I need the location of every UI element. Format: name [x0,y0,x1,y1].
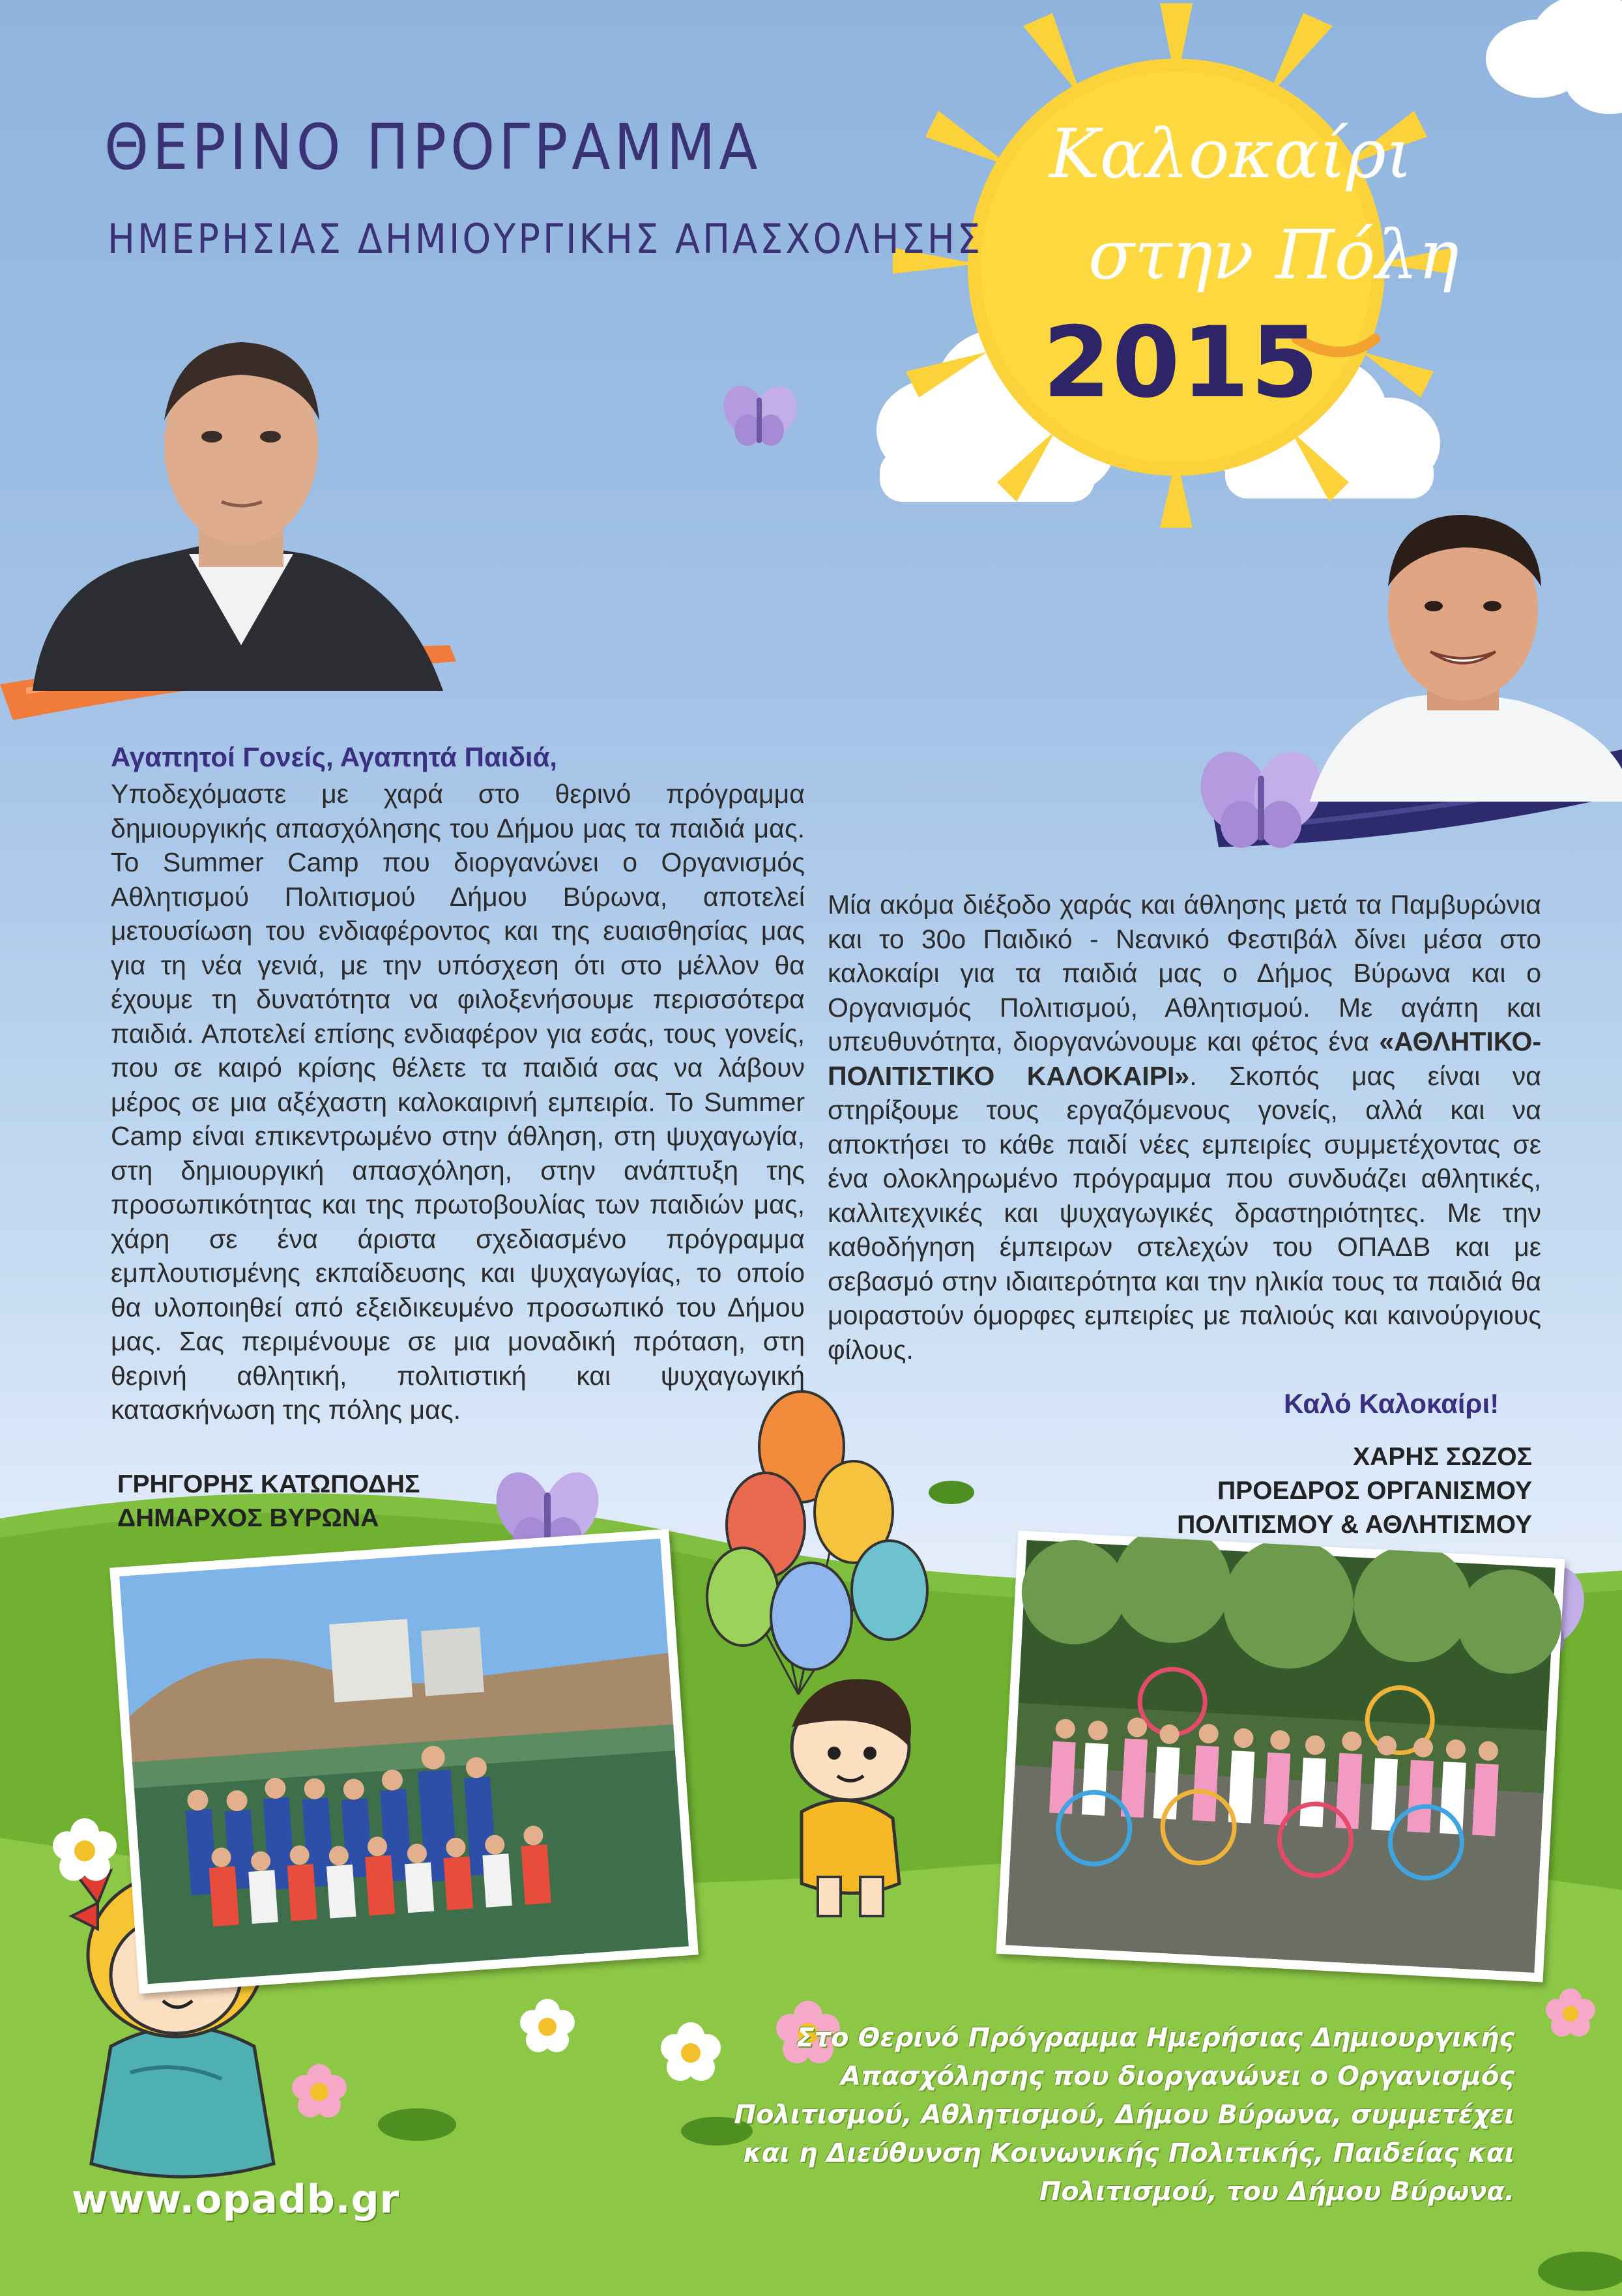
website-link[interactable]: www.opadb.gr [72,2177,400,2222]
butterfly-top [717,380,803,446]
mayor-name: ΓΡΗΓΟΡΗΣ ΚΑΤΩΠΟΔΗΣ [117,1470,420,1498]
page-subtitle: ΗΜΕΡΗΣΙΑΣ ΔΗΜΙΟΥΡΓΙΚΗΣ ΑΠΑΣΧΟΛΗΣΗΣ [108,215,983,263]
page-title: ΘΕΡΙΝΟ ΠΡΟΓΡΑΜΜΑ [104,111,762,184]
greeting: Αγαπητοί Γονείς, Αγαπητά Παιδιά, [111,742,558,772]
president-title-1: ΠΡΟΕΔΡΟΣ ΟΡΓΑΝΙΣΜΟΥ [1217,1477,1532,1505]
president-portrait [1297,495,1622,802]
president-message [828,888,1541,1367]
mayor-portrait [26,306,469,691]
program-name-highlight: «ΑΘΛΗΤΙΚΟ-ΠΟΛΙΤΙΣΤΙΚΟ ΚΑΛΟΚΑΙΡΙ» [828,1026,1541,1091]
president-name: ΧΑΡΗΣ ΣΩΖΟΣ [1353,1443,1532,1471]
president-title-2: ΠΟΛΙΤΙΣΜΟΥ & ΑΘΛΗΤΙΣΜΟΥ [1177,1511,1532,1539]
cloud-top-right [1486,0,1622,114]
summer-camp-photo-right [996,1530,1565,1982]
summer-camp-photo-left [109,1529,699,1994]
president-signature [1177,1440,1532,1542]
badge-line-1: Καλοκαίρι [1049,114,1413,194]
badge-year: 2015 [1043,306,1320,420]
badge-line-2: στην Πόλη [1088,215,1459,295]
footer-note: Στο Θερινό Πρόγραμμα Ημερήσιας Δημιουργικής Απασχόλησης που διοργανώνει ο Οργανισμός Πολιτισμού, Αθλητισμού, Δήμου Βύρωνα, συμμετέχει και η Διεύθυνση Κοινωνικής Πολιτικής, Παιδείας και Πολιτισμού, του Δήμου Βύρωνα. [734,2023,1514,2207]
president-message-part1: Μία ακόμα διέξοδο χαράς και άθλησης μετά τα Παμβυρώνια και το 30ο Παιδικό - Νεανικό Φεστιβάλ δίνει μέσα στο καλοκαίρι για τα παιδιά μας ο Δήμος Βύρωνα και ο Οργανισμός Πολιτισμού, Αθλητισμού. Με αγάπη και υπευθυνότητα, διοργανώνουμε και φέτος ένα [828,890,1541,1056]
closing-greeting: Καλό Καλοκαίρι! [1284,1388,1499,1419]
mayor-message: Υποδεχόμαστε με χαρά στο θερινό πρόγραμμα δημιουργικής απασχόλησης του Δήμου μας τα παιδιά μας. Το Summer Camp που διοργανώνει ο Οργανισμός Αθλητισμού Πολιτισμού Δήμου Βύρωνα, αποτελεί μετουσίωση του ενδιαφέροντος και της ευαισθησίας μας για τη νέα γενιά, με την υπόσχεση ότι στο μέλλον θα έχουμε τη δυνατότητα να φιλοξενήσουμε περισσότερα παιδιά. Αποτελεί επίσης ενδιαφέρον για εσάς, τους γονείς, που σε καιρό κρίσης θέλετε τα παιδιά σας να λάβουν μέρος σε μια αξέχαστη καλοκαιρινή εμπειρία. Το Summer Camp είναι επικεντρωμένο στην άθληση, στη ψυχαγωγία, στη δημιουργική απασχόληση, στην ανάπτυξη της προσωπικότητας και της πρωτοβουλίας των παιδιών μας, χάρη σε ένα άριστα σχεδιασμένο πρόγραμμα εμπλουτισμένης εκπαίδευσης και ψυχαγωγίας, το οποίο θα υλοποιηθεί από εξειδικευμένο προσωπικό του Δήμου μας. Σας περιμένουμε σε μια μοναδική πρόταση, στη θερινή αθλητική, πολιτιστική και ψυχαγωγική κατασκήνωση της πόλης μας. [111,779,805,1425]
mayor-signature [117,1468,420,1535]
group-photo-football-field [109,1529,699,1994]
president-message-part2: . Σκοπός μας είναι να στηρίξουμε τους εργαζόμενους γονείς, αλλά και να αποκτήσει το κάθε παιδί νέες εμπειρίες συμμετέχοντας σε ένα ολοκληρωμένο πρόγραμμα που συνδυάζει αθλητικές, καλλιτεχνικές και ψυχαγωγικές δραστηριότητες. Με την καθοδήγηση έμπειρων στελεχών του ΟΠΑΔΒ και με σεβασμό στην ιδιαιτερότητα και την ηλικία τους τα παιδιά θα μοιραστούν όμορφες εμπειρίες με παλιούς και καινούργιους φίλους. [828,1060,1542,1365]
mayor-title: ΔΗΜΑΡΧΟΣ ΒΥΡΩΝΑ [117,1504,379,1532]
group-photo-hula-hoops [996,1530,1565,1982]
